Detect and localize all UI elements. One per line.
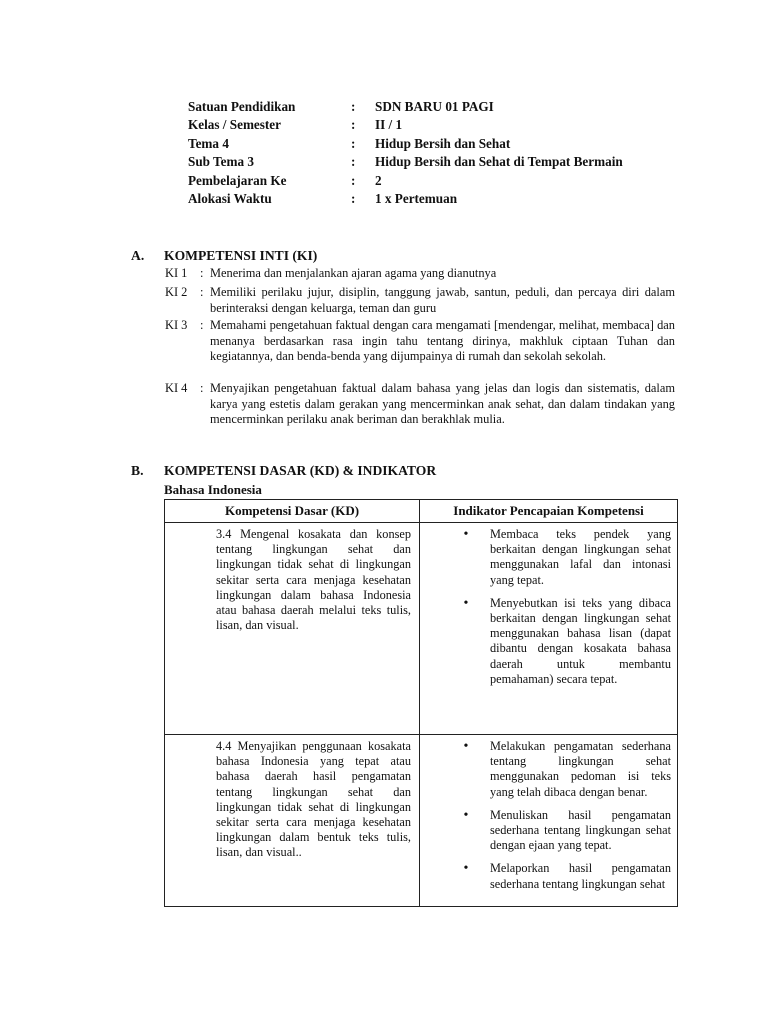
identity-label: Tema 4 bbox=[188, 135, 229, 151]
identity-separator: : bbox=[351, 135, 356, 151]
identity-separator: : bbox=[351, 172, 356, 188]
identity-value: Hidup Bersih dan Sehat di Tempat Bermain bbox=[375, 154, 623, 170]
identity-label: Sub Tema 3 bbox=[188, 154, 254, 170]
identity-label: Pembelajaran Ke bbox=[188, 172, 287, 188]
indicator-text: Menuliskan hasil pengamatan sederhana tentang lingkungan sehat dengan ejaan yang tepat. bbox=[490, 807, 671, 853]
section-a-heading bbox=[131, 248, 317, 264]
indicator-list bbox=[434, 527, 671, 687]
identity-row bbox=[188, 191, 623, 209]
kd-cell bbox=[165, 523, 420, 735]
ki-text: Menerima dan menjalankan ajaran agama yang dianutnya bbox=[210, 266, 497, 280]
kd-text: 4.4 Menyajikan penggunaan kosakata bahasa Indonesia yang tepat atau bahasa daerah hasil pengamatan tentang lingkungan sehat dan lingkungan tidak sehat di lingkungan sekitar serta cara menjaga kesehatan lingkungan dalam bentuk teks tulis, lisan, dan visual.. bbox=[216, 739, 411, 860]
list-item bbox=[434, 808, 671, 854]
identity-label: Satuan Pendidikan bbox=[188, 99, 296, 114]
indicator-text: Melakukan pengamatan sederhana tentang lingkungan sehat menggunakan pedoman isi teks yang telah dibaca dengan benar. bbox=[490, 739, 671, 799]
kd-table-header-row bbox=[165, 500, 678, 523]
ki-text: Memahami pengetahuan faktual dengan cara mengamati [mendengar, melihat, membaca] dan menanya berdasarkan rasa ingin tahu tentang dirinya, makhluk ciptaan Tuhan dan kegiatannya, dan benda-benda yang dijumpainya di rumah dan sekolah sekolah. bbox=[210, 318, 675, 363]
ki-text: Memiliki perilaku jujur, disiplin, tanggung jawab, santun, peduli, dan percaya diri dalam berinteraksi dengan keluarga, teman dan guru bbox=[210, 285, 675, 315]
ki-item bbox=[165, 381, 675, 428]
identity-value: 2 bbox=[375, 172, 382, 188]
subject-heading: Bahasa Indonesia bbox=[164, 482, 262, 497]
list-item bbox=[434, 861, 671, 891]
list-item bbox=[434, 739, 671, 800]
identity-value: SDN BARU 01 PAGI bbox=[375, 99, 494, 114]
identity-separator: : bbox=[351, 154, 356, 170]
kd-column-header: Kompetensi Dasar (KD) bbox=[165, 500, 420, 523]
indicator-text: Membaca teks pendek yang berkaitan dengan lingkungan sehat menggunakan lafal dan intonasi yang tepat. bbox=[490, 527, 671, 587]
table-row bbox=[165, 735, 678, 907]
ki-item bbox=[165, 266, 675, 282]
ki-item bbox=[165, 318, 675, 365]
identity-value: II / 1 bbox=[375, 117, 403, 133]
ki-item bbox=[165, 285, 675, 316]
section-a-letter: A. bbox=[131, 248, 145, 263]
identity-value: Hidup Bersih dan Sehat bbox=[375, 135, 511, 151]
ki-text: Menyajikan pengetahuan faktual dalam bahasa yang jelas dan logis dan sistematis, dalam karya yang estetis dalam gerakan yang mencerminkan anak sehat, dan dalam tindakan yang mencerminkan perilaku anak beriman dan berakhlak mulia. bbox=[210, 381, 675, 426]
identity-separator: : bbox=[351, 117, 356, 133]
kd-cell bbox=[165, 735, 420, 907]
identity-row bbox=[188, 117, 623, 135]
bullet-icon bbox=[434, 808, 490, 823]
ki-code: KI 3 bbox=[165, 318, 188, 332]
kd-text: 3.4 Mengenal kosakata dan konsep tentang lingkungan sehat dan lingkungan tidak sehat di lingkungan sekitar serta cara menjaga kesehatan lingkungan dalam bahasa Indonesia atau bahasa daerah melalui teks tulis, lisan, dan visual. bbox=[216, 527, 411, 633]
indicator-text: Menyebutkan isi teks yang dibaca berkaitan dengan lingkungan sehat menggunakan bahasa lisan (dapat dibantu dengan kosakata bahasa daerah untuk membantu pemahaman) secara tepat. bbox=[490, 595, 671, 686]
identity-row bbox=[188, 173, 623, 191]
bullet-icon bbox=[434, 739, 490, 754]
identity-table bbox=[188, 99, 623, 209]
identity-row bbox=[188, 99, 623, 117]
list-item bbox=[434, 596, 671, 687]
section-b-heading bbox=[131, 463, 436, 479]
identity-value: 1 x Pertemuan bbox=[375, 190, 458, 206]
ki-separator: : bbox=[200, 381, 204, 395]
indicator-text: Melaporkan hasil pengamatan sederhana tentang lingkungan sehat bbox=[490, 861, 671, 891]
list-item bbox=[434, 527, 671, 588]
indicator-column-header: Indikator Pencapaian Kompetensi bbox=[420, 500, 678, 523]
section-a-title: KOMPETENSI INTI (KI) bbox=[164, 248, 318, 263]
identity-separator: : bbox=[351, 99, 356, 114]
identity-row bbox=[188, 136, 623, 154]
identity-separator: : bbox=[351, 190, 356, 206]
indicator-cell bbox=[420, 523, 678, 735]
table-row bbox=[165, 523, 678, 735]
section-b-title: KOMPETENSI DASAR (KD) & INDIKATOR bbox=[164, 463, 437, 478]
section-b-letter: B. bbox=[131, 463, 144, 478]
indicator-cell bbox=[420, 735, 678, 907]
bullet-icon bbox=[434, 527, 490, 542]
ki-separator: : bbox=[200, 285, 204, 299]
ki-code: KI 2 bbox=[165, 285, 188, 299]
identity-label: Alokasi Waktu bbox=[188, 190, 272, 206]
ki-code: KI 1 bbox=[165, 266, 188, 280]
ki-separator: : bbox=[200, 318, 204, 332]
identity-row bbox=[188, 154, 623, 172]
bullet-icon bbox=[434, 861, 490, 876]
ki-separator: : bbox=[200, 266, 204, 280]
ki-code: KI 4 bbox=[165, 381, 188, 395]
indicator-list bbox=[434, 739, 671, 892]
bullet-icon bbox=[434, 596, 490, 611]
kd-table bbox=[164, 499, 678, 907]
identity-label: Kelas / Semester bbox=[188, 117, 282, 133]
